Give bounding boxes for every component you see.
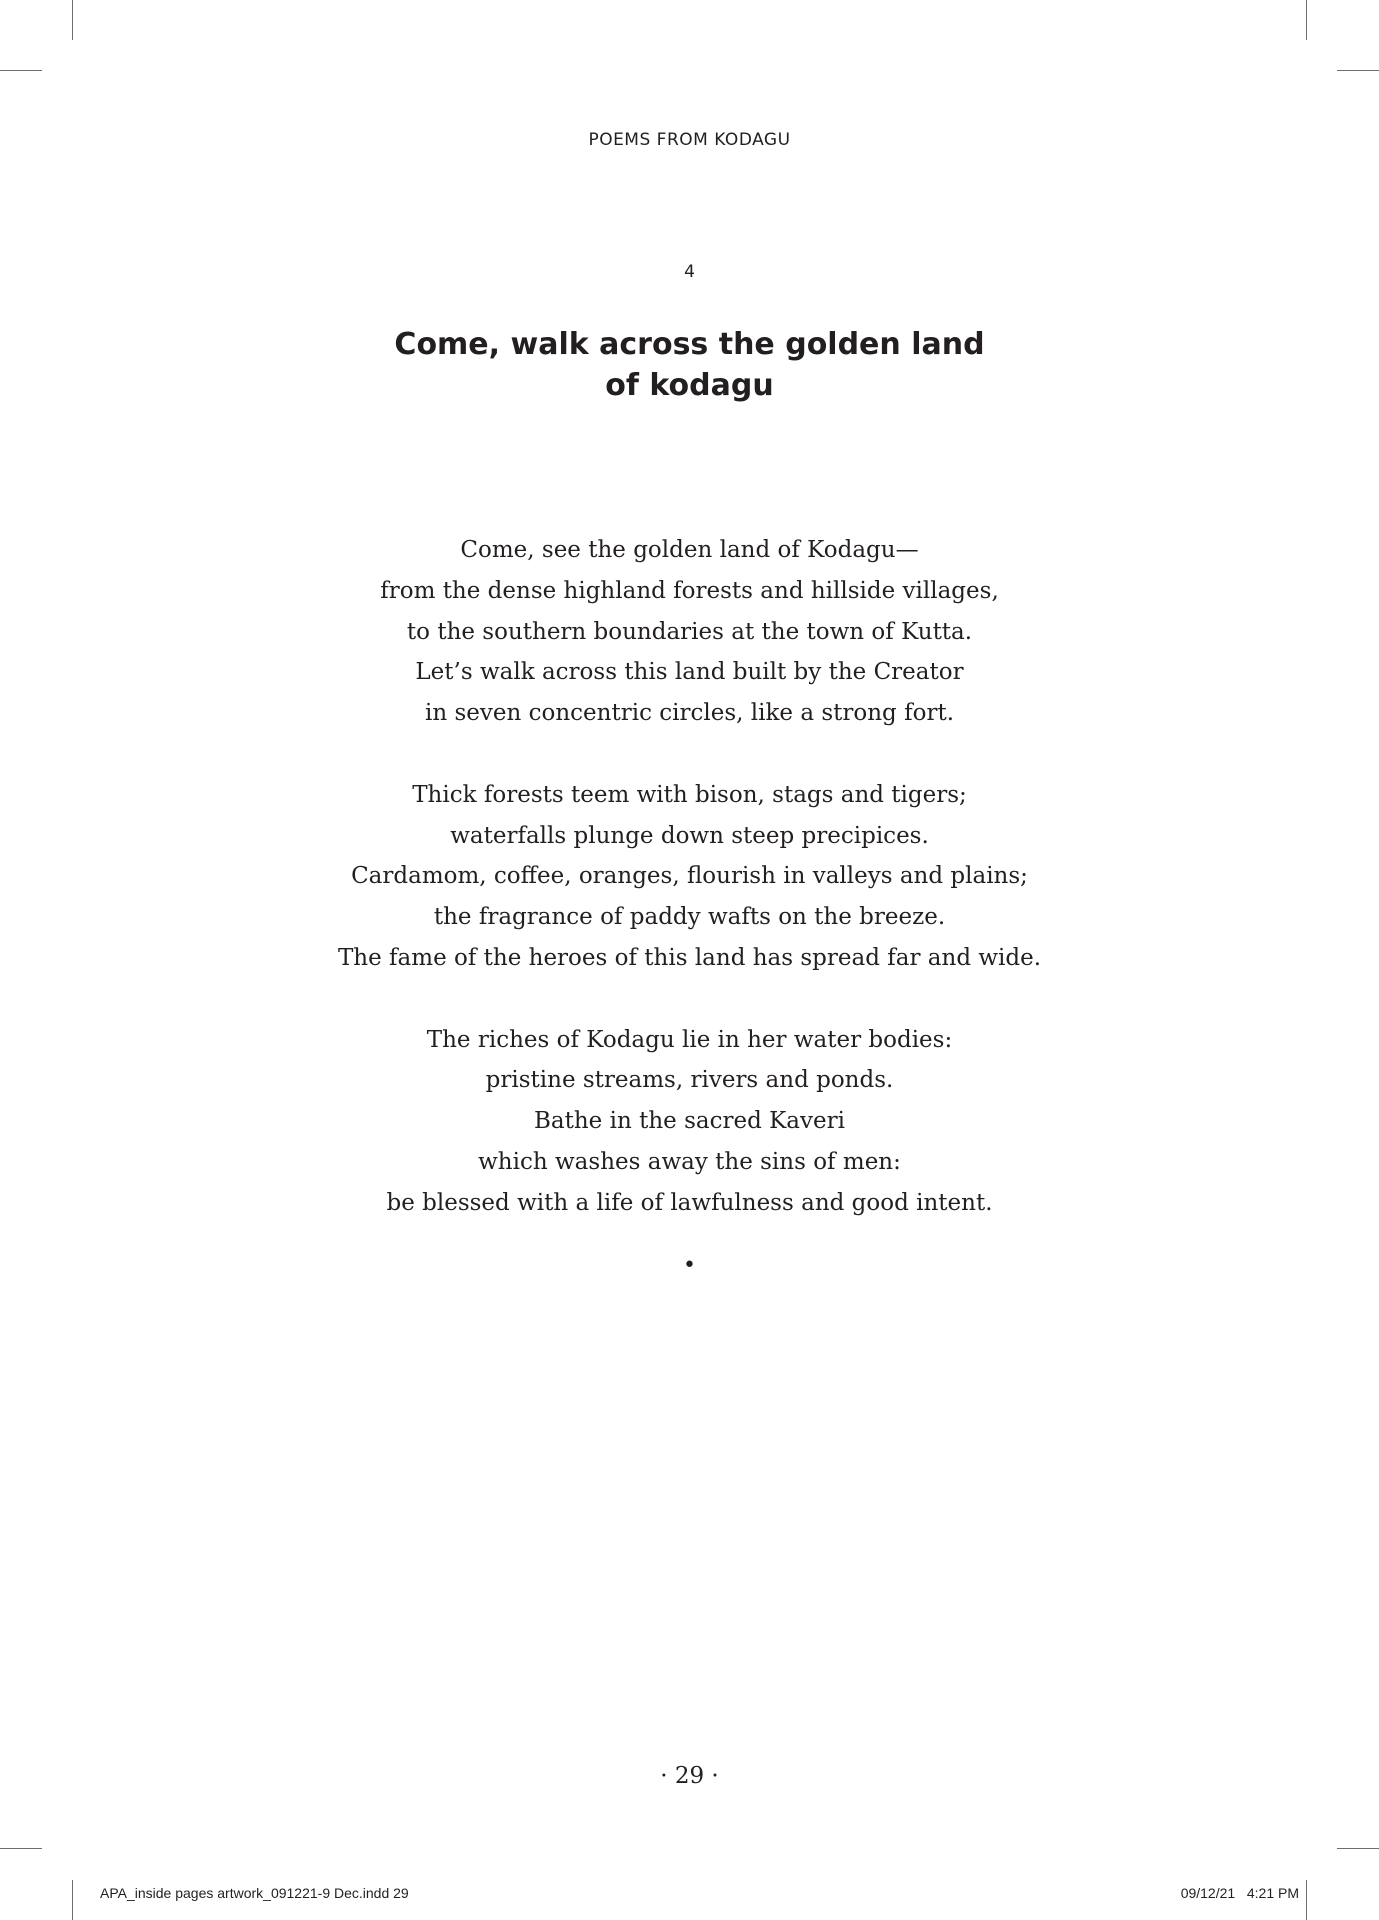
poem-line: the fragrance of paddy wafts on the breeze. [433, 904, 946, 931]
poem-line: Thick forests teem with bison, stags and tigers; [412, 781, 967, 808]
poem-title-line: Come, walk across the golden land [394, 327, 985, 362]
poem-line: The riches of Kodagu lie in her water bodies: [426, 1026, 953, 1053]
poem-end-bullet: • [683, 1253, 696, 1278]
crop-mark-left-bottom [0, 1848, 42, 1849]
crop-mark-left-top [0, 70, 42, 71]
poem-line: waterfalls plunge down steep precipices. [450, 822, 929, 849]
poem-line: to the southern boundaries at the town of Kutta. [406, 618, 973, 645]
crop-mark-top-right [1306, 0, 1307, 40]
crop-mark-bottom-right [1306, 1880, 1307, 1920]
poem-title [0, 324, 1379, 406]
stanza-3 [0, 1020, 1379, 1224]
poem-body [0, 530, 1379, 1264]
slug-datetime: 09/12/21 4:21 PM [1180, 1885, 1299, 1901]
poem-title-line: of kodagu [605, 368, 774, 403]
poem-line: The fame of the heroes of this land has spread far and wide. [337, 944, 1042, 971]
poem-line: in seven concentric circles, like a strong fort. [425, 700, 954, 727]
crop-mark-right-bottom [1337, 1848, 1379, 1849]
poem-line: from the dense highland forests and hillside villages, [380, 577, 999, 604]
poem-line: which washes away the sins of men: [478, 1148, 901, 1175]
stanza-2 [0, 775, 1379, 979]
poem-number: 4 [684, 262, 695, 282]
poem-line: Bathe in the sacred Kaveri [534, 1108, 845, 1135]
poem-line: Cardamom, coffee, oranges, flourish in valleys and plains; [351, 863, 1028, 890]
crop-mark-top-left [72, 0, 73, 40]
slug-file-info: APA_inside pages artwork_091221-9 Dec.indd 29 [100, 1885, 409, 1901]
poem-line: pristine streams, rivers and ponds. [485, 1067, 894, 1094]
crop-mark-bottom-left [72, 1880, 73, 1920]
poem-line: Come, see the golden land of Kodagu— [460, 537, 919, 563]
poem-line: Let’s walk across this land built by the Creator [415, 659, 964, 686]
poem-line: be blessed with a life of lawfulness and good intent. [386, 1189, 993, 1216]
page-number: · 29 · [660, 1763, 719, 1789]
running-head: POEMS FROM KODAGU [588, 130, 791, 150]
stanza-1 [0, 530, 1379, 734]
crop-mark-right-top [1337, 70, 1379, 71]
